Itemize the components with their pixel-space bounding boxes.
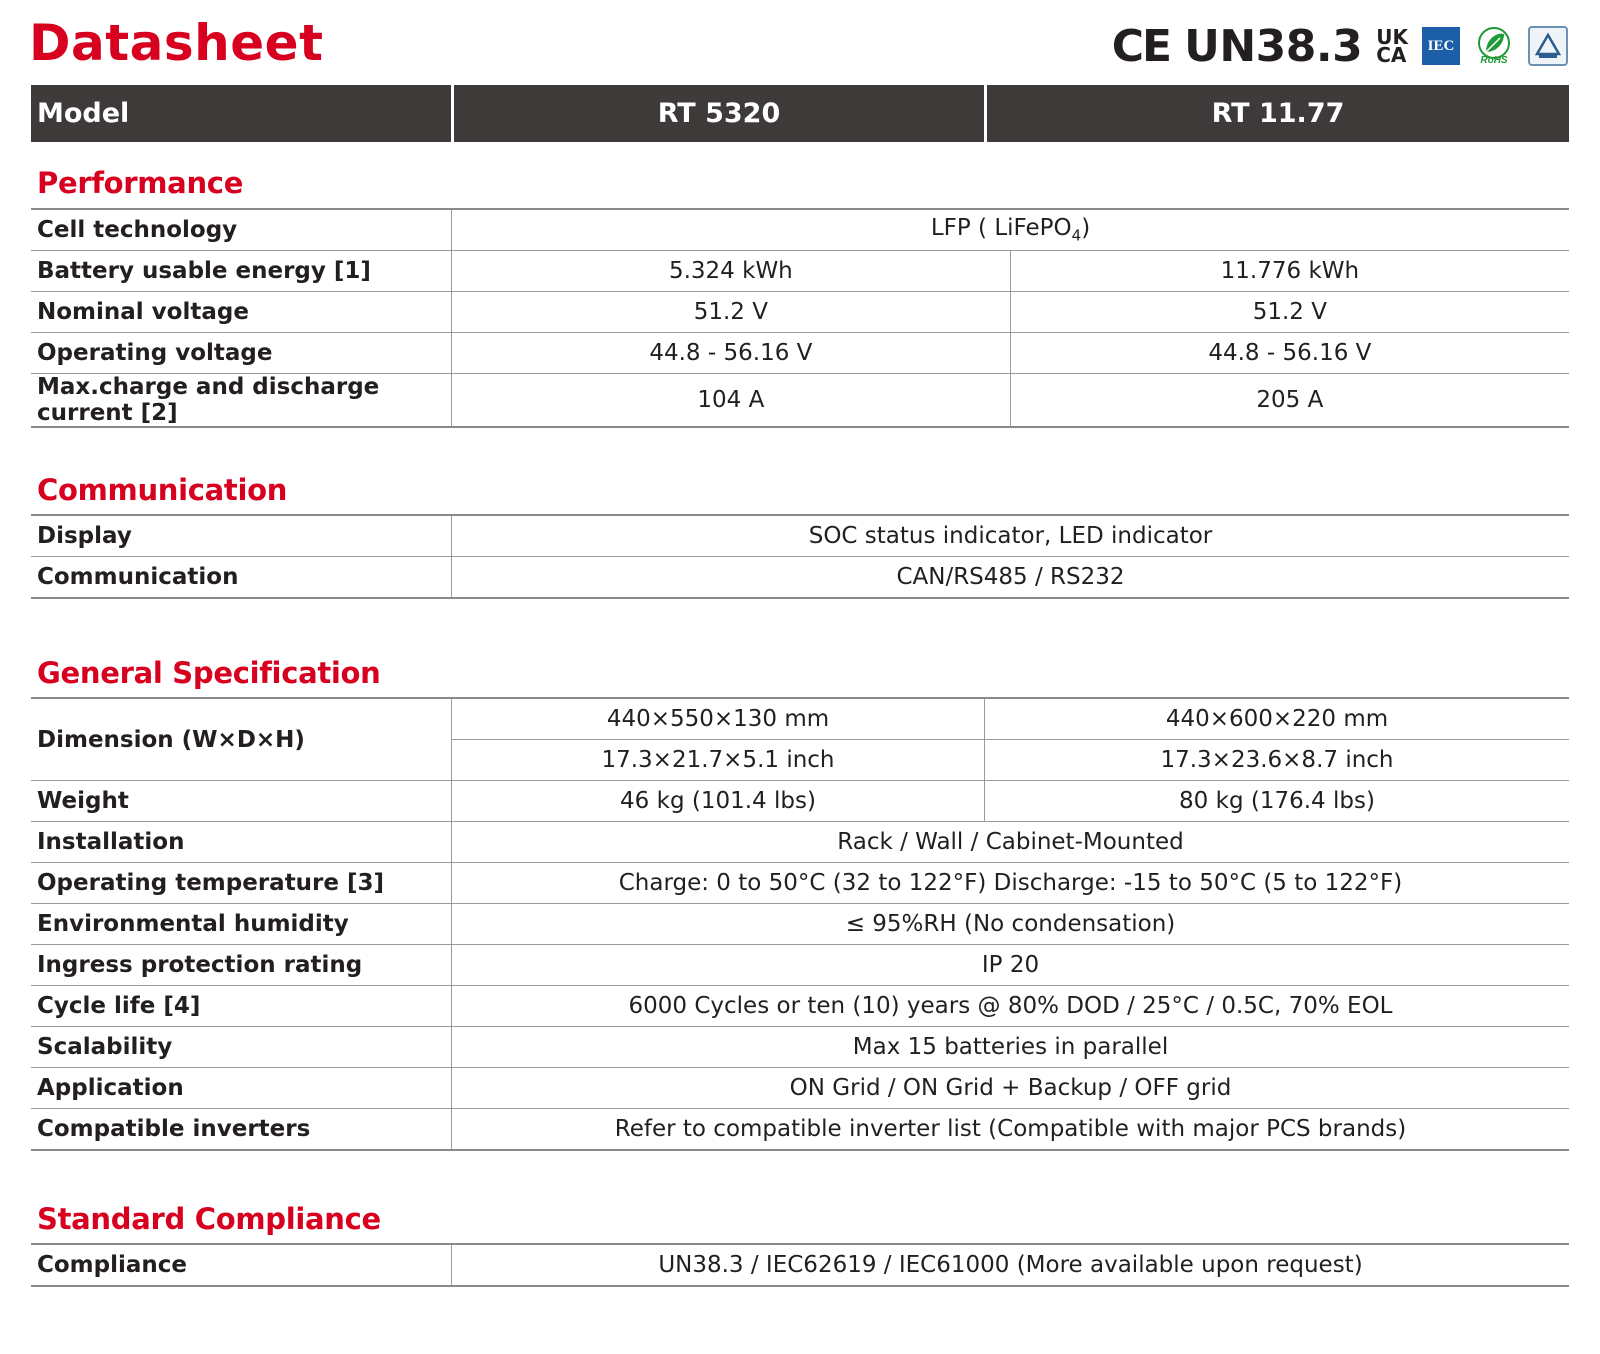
rt1177-value: 80 kg (176.4 lbs) bbox=[985, 781, 1570, 822]
rt5320-value: 104 A bbox=[452, 374, 1011, 428]
table-row bbox=[31, 292, 1569, 333]
shared-value: Rack / Wall / Cabinet-Mounted bbox=[452, 822, 1570, 863]
rt5320-value: 5.324 kWh bbox=[452, 251, 1011, 292]
row-label: Cycle life [4] bbox=[31, 986, 452, 1027]
shared-value: ON Grid / ON Grid + Backup / OFF grid bbox=[452, 1068, 1570, 1109]
cell-technology-value: LFP ( LiFePO$_4$) bbox=[930, 215, 1091, 245]
page-title: Datasheet bbox=[29, 14, 324, 72]
shared-value: IP 20 bbox=[452, 945, 1570, 986]
table-row bbox=[31, 1027, 1569, 1068]
row-label: Compliance bbox=[31, 1244, 452, 1286]
row-label: Communication bbox=[31, 557, 452, 599]
rt1177-value: 17.3×23.6×8.7 inch bbox=[985, 740, 1570, 781]
table-row bbox=[31, 1068, 1569, 1109]
table-row bbox=[31, 1244, 1569, 1286]
rt5320-value: 17.3×21.7×5.1 inch bbox=[452, 740, 985, 781]
row-label: Scalability bbox=[31, 1027, 452, 1068]
rt5320-value: 46 kg (101.4 lbs) bbox=[452, 781, 985, 822]
table-row bbox=[31, 945, 1569, 986]
shared-value: SOC status indicator, LED indicator bbox=[808, 523, 1213, 549]
un38-3-mark: UN38.3 bbox=[1184, 20, 1363, 72]
rt5320-value: 44.8 - 56.16 V bbox=[452, 333, 1011, 374]
table-row bbox=[31, 251, 1569, 292]
shared-value: ≤ 95%RH (No condensation) bbox=[452, 904, 1570, 945]
general-spec-table bbox=[31, 697, 1569, 1151]
rohs-label: RoHS bbox=[1480, 55, 1508, 66]
ukca-top: UK bbox=[1376, 25, 1408, 49]
rt5320-value: 440×550×130 mm bbox=[452, 698, 985, 740]
section-title-performance: Performance bbox=[37, 166, 244, 200]
table-row bbox=[31, 863, 1569, 904]
row-label: Ingress protection rating bbox=[31, 945, 452, 986]
row-label: Cell technology bbox=[31, 209, 452, 251]
shared-value: 6000 Cycles or ten (10) years @ 80% DOD / 25°C / 0.5C, 70% EOL bbox=[452, 986, 1570, 1027]
compliance-table bbox=[31, 1243, 1569, 1287]
ce-mark-icon: CE bbox=[1111, 20, 1171, 72]
row-label: Nominal voltage bbox=[31, 292, 452, 333]
table-row bbox=[31, 781, 1569, 822]
table-row bbox=[31, 209, 1569, 251]
row-label: Battery usable energy [1] bbox=[31, 251, 452, 292]
table-row bbox=[31, 515, 1569, 557]
row-label: Max.charge and discharge current [2] bbox=[31, 374, 452, 428]
section-title-general: General Specification bbox=[37, 656, 381, 690]
model-rt1177-header: RT 11.77 bbox=[987, 85, 1569, 142]
shared-value: Charge: 0 to 50°C (32 to 122°F) Discharge: -15 to 50°C (5 to 122°F) bbox=[452, 863, 1570, 904]
shared-value: UN38.3 / IEC62619 / IEC61000 (More available upon request) bbox=[658, 1252, 1363, 1278]
rt1177-value: 51.2 V bbox=[1010, 292, 1569, 333]
row-label: Environmental humidity bbox=[31, 904, 452, 945]
table-row bbox=[31, 698, 1569, 740]
shared-value: Max 15 batteries in parallel bbox=[452, 1027, 1570, 1068]
row-label: Operating voltage bbox=[31, 333, 452, 374]
table-row bbox=[31, 557, 1569, 599]
row-label: Compatible inverters bbox=[31, 1109, 452, 1151]
ukca-bottom: CA bbox=[1376, 43, 1407, 67]
shared-value: Refer to compatible inverter list (Compatible with major PCS brands) bbox=[452, 1109, 1570, 1151]
rt1177-value: 440×600×220 mm bbox=[1165, 706, 1389, 732]
tuv-certification-icon bbox=[1528, 26, 1568, 66]
row-label: Display bbox=[31, 515, 452, 557]
certification-logos bbox=[1112, 22, 1568, 70]
shared-value: CAN/RS485 / RS232 bbox=[452, 557, 1570, 599]
model-rt5320-header: RT 5320 bbox=[454, 85, 984, 142]
performance-table bbox=[31, 208, 1569, 428]
section-title-communication: Communication bbox=[37, 473, 288, 507]
table-row bbox=[31, 986, 1569, 1027]
row-label: Dimension (W×D×H) bbox=[31, 698, 452, 781]
section-title-compliance: Standard Compliance bbox=[37, 1202, 381, 1236]
table-row bbox=[31, 1109, 1569, 1151]
table-row bbox=[31, 374, 1569, 428]
rt1177-value: 44.8 - 56.16 V bbox=[1010, 333, 1569, 374]
rt5320-value: 51.2 V bbox=[452, 292, 1011, 333]
rohs-leaf-icon bbox=[1474, 26, 1514, 66]
iec-logo-icon: IEC bbox=[1422, 27, 1460, 65]
model-header-label: Model bbox=[31, 85, 451, 142]
ukca-mark-icon bbox=[1376, 25, 1408, 67]
communication-table bbox=[31, 514, 1569, 599]
table-row bbox=[31, 904, 1569, 945]
row-label: Weight bbox=[31, 781, 452, 822]
row-label: Installation bbox=[31, 822, 452, 863]
table-row bbox=[31, 822, 1569, 863]
model-header-bar bbox=[31, 85, 1569, 142]
row-label: Application bbox=[31, 1068, 452, 1109]
rt1177-value: 205 A bbox=[1010, 374, 1569, 428]
table-row bbox=[31, 333, 1569, 374]
rt1177-value: 11.776 kWh bbox=[1010, 251, 1569, 292]
row-label: Operating temperature [3] bbox=[31, 863, 452, 904]
